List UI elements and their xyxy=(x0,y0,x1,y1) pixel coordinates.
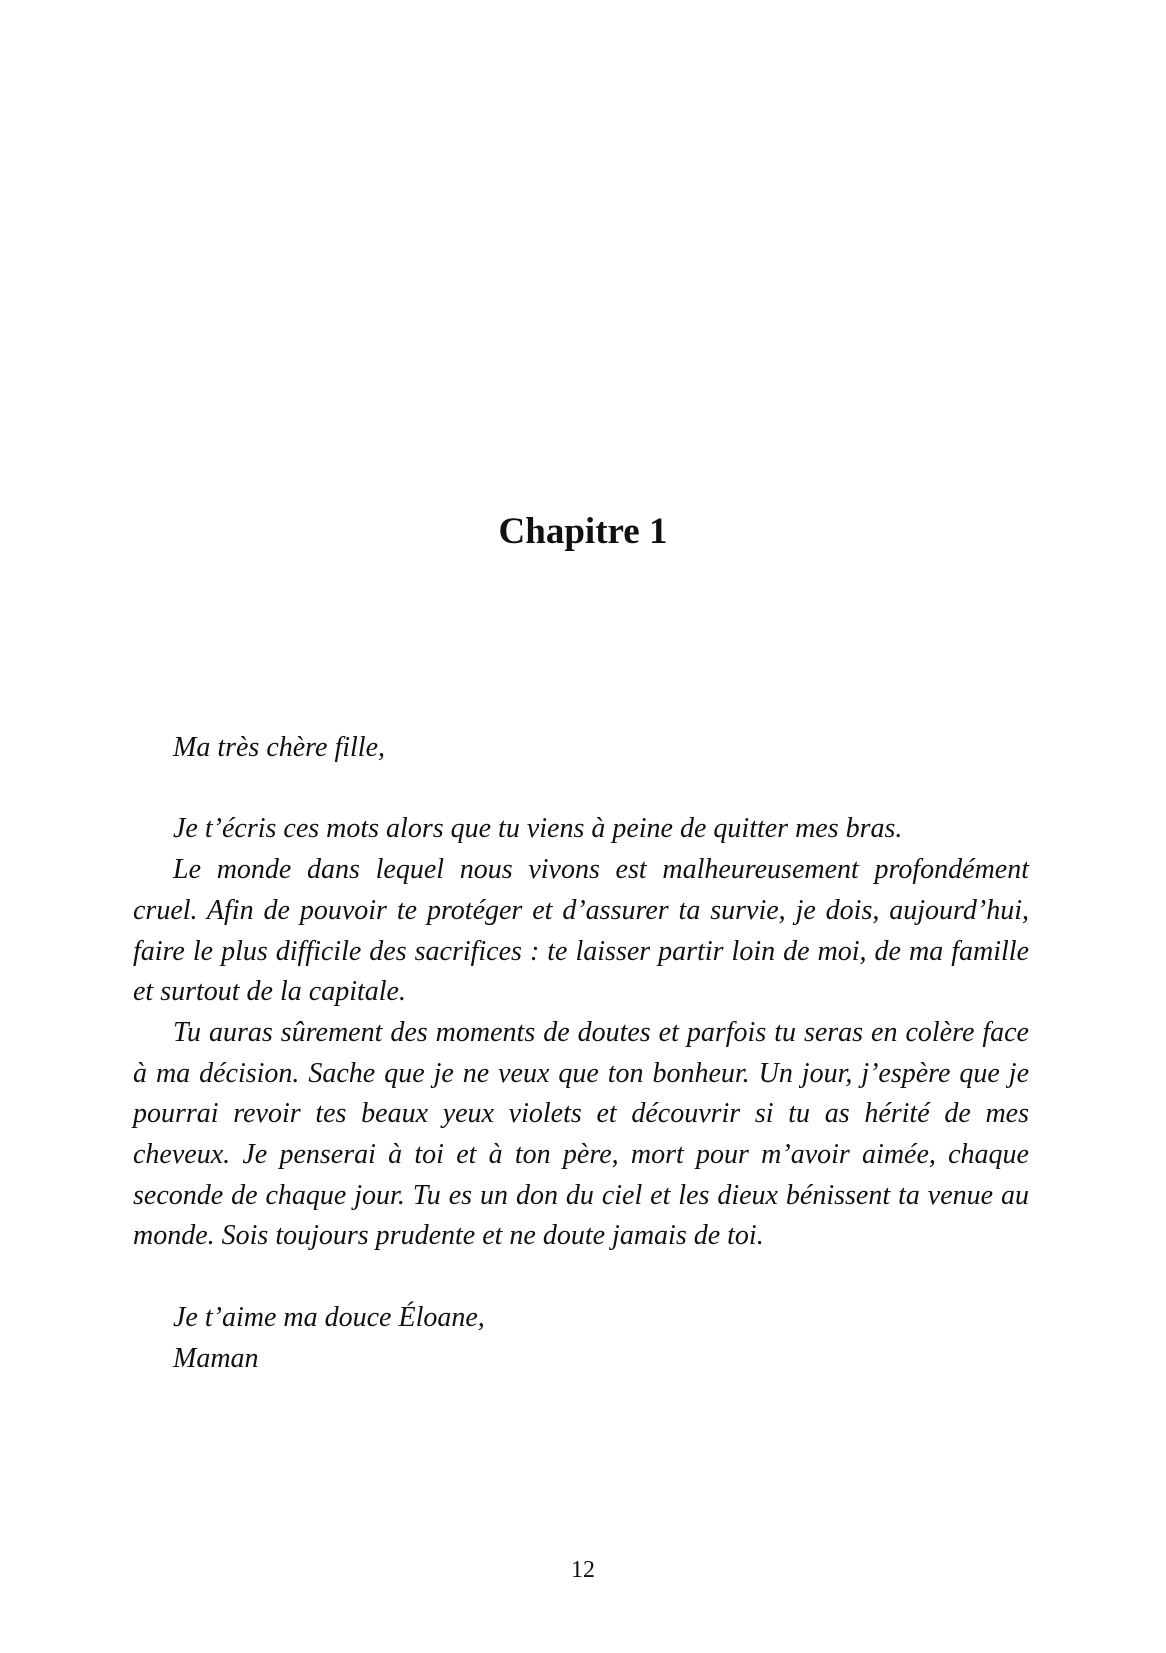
page-number: 12 xyxy=(571,1557,595,1583)
letter-paragraph: Le monde dans lequel nous vivons est malheureusement profondément cruel. Afin de pouvoir te protéger et d’assurer ta survie, je dois, aujourd’hui, faire le plus difficile des sacrifices : te laisser partir loin de moi, de ma famille et surtout de la capitale. xyxy=(133,854,1029,1008)
letter-salutation: Ma très chère fille, xyxy=(173,732,386,763)
chapter-title: Chapitre 1 xyxy=(498,511,668,552)
letter-signoff xyxy=(133,1298,1029,1379)
letter-paragraph: Je t’écris ces mots alors que tu viens à peine de quitter mes bras. xyxy=(173,813,903,845)
letter-body xyxy=(133,728,1029,1379)
letter-paragraph: Tu auras sûrement des moments de doutes et parfois tu seras en colère face à ma décision. Sache que je ne veux que ton bonheur. Un jour, j’espère que je pourrai revoir tes beaux yeux violets et découvrir si tu as hérité de mes cheveux. Je penserai à toi et à ton père, mort pour m’avoir aimée, chaque seconde de chaque jour. Tu es un don du ciel et les dieux bénissent ta venue au monde. Sois toujours prudente et ne doute jamais de toi. xyxy=(133,1016,1029,1252)
letter-signature: Maman xyxy=(173,1342,259,1374)
letter-closing: Je t’aime ma douce Éloane, xyxy=(173,1301,485,1333)
